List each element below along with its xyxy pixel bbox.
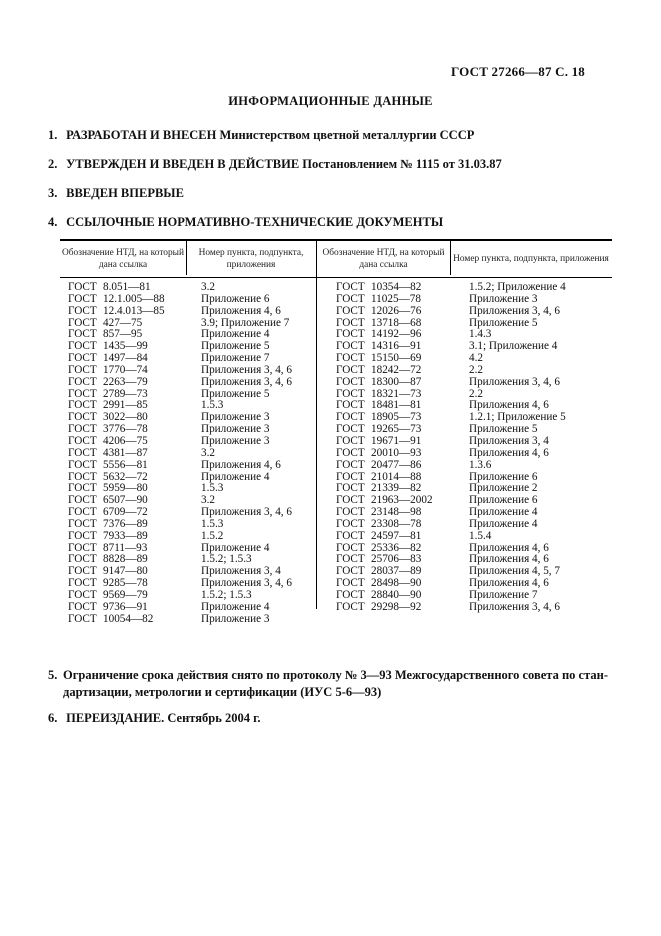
reference-clause: Приложение 4: [201, 328, 270, 341]
reference-clause: Приложение 3: [201, 612, 270, 625]
reference-clause: Приложение 3: [201, 423, 270, 436]
reference-clause: 1.5.3: [201, 399, 224, 412]
reference-clause: 4.2: [469, 352, 483, 365]
reference-clause: 1.4.3: [469, 328, 492, 341]
reference-clause: Приложение 7: [201, 352, 270, 365]
gost-prefix: ГОСТ: [336, 458, 365, 471]
reference-clause: 1.2.1; Приложение 5: [469, 411, 566, 424]
reference-clause: Приложение 6: [469, 470, 538, 483]
reference-clause: 3.2: [201, 446, 215, 459]
reference-clause: Приложения 4, 6: [469, 577, 549, 590]
doc-number: 29298—92: [371, 600, 422, 613]
gost-prefix: ГОСТ: [68, 553, 97, 566]
reference-clause: 1.5.2; 1.5.3: [201, 588, 252, 601]
gost-prefix: ГОСТ: [68, 363, 97, 376]
gost-prefix: ГОСТ: [68, 411, 97, 424]
gost-prefix: ГОСТ: [336, 434, 365, 447]
reference-clause: Приложение 5: [201, 387, 270, 400]
reference-clause: 2.2: [469, 387, 483, 400]
gost-prefix: ГОСТ: [336, 411, 365, 424]
gost-prefix: ГОСТ: [68, 517, 97, 530]
document-header: ГОСТ 27266—87 С. 18: [451, 64, 585, 79]
gost-prefix: ГОСТ: [336, 446, 365, 459]
doc-number: 6507—90: [103, 494, 148, 507]
gost-prefix: ГОСТ: [68, 340, 97, 353]
gost-prefix: ГОСТ: [68, 292, 97, 305]
header-cell-ref-right: Номер пункта, подпункта, приложения: [453, 254, 609, 264]
gost-prefix: ГОСТ: [336, 328, 365, 341]
doc-number: 21963—2002: [371, 494, 433, 507]
gost-prefix: ГОСТ: [68, 577, 97, 590]
reference-clause: Приложения 3, 4, 6: [201, 363, 292, 376]
column-divider-center: [316, 241, 317, 609]
reference-clause: Приложения 3, 4, 6: [201, 375, 292, 388]
item-number: 6.: [48, 711, 58, 725]
doc-number: 857—95: [103, 328, 143, 341]
doc-number: 9569—79: [103, 588, 148, 601]
item-text: ВВЕДЕН ВПЕРВЫЕ: [66, 186, 184, 200]
gost-prefix: ГОСТ: [336, 588, 365, 601]
gost-prefix: ГОСТ: [68, 506, 97, 519]
gost-prefix: ГОСТ: [68, 352, 97, 365]
reference-clause: Приложение 4: [469, 517, 538, 530]
reference-clause: 3.9; Приложение 7: [201, 316, 290, 329]
doc-number: 3776—78: [103, 423, 148, 436]
doc-number: 9285—78: [103, 577, 148, 590]
gost-prefix: ГОСТ: [336, 375, 365, 388]
reference-clause: Приложение 6: [469, 494, 538, 507]
item-number: 4.: [48, 215, 58, 229]
gost-prefix: ГОСТ: [68, 446, 97, 459]
gost-prefix: ГОСТ: [68, 387, 97, 400]
reference-clause: Приложения 4, 6: [469, 553, 549, 566]
gost-prefix: ГОСТ: [68, 281, 97, 293]
column-divider: [186, 241, 187, 275]
reference-clause: Приложение 4: [201, 470, 270, 483]
item-number: 2.: [48, 157, 58, 171]
reference-clause: Приложения 3, 4, 6: [469, 375, 560, 388]
reference-clause: 1.5.3: [201, 517, 224, 530]
reference-clause: Приложение 3: [469, 292, 538, 305]
reference-clause: 3.2: [201, 494, 215, 507]
reference-clause: Приложения 3, 4: [469, 434, 549, 447]
item-2: [48, 157, 502, 172]
reference-clause: 1.5.3: [201, 482, 224, 495]
reference-clause: Приложение 5: [469, 423, 538, 436]
doc-number: 14316—91: [371, 340, 422, 353]
reference-clause: 1.5.2; 1.5.3: [201, 553, 252, 566]
reference-clause: Приложения 4, 6: [201, 304, 281, 317]
table-header: [60, 239, 612, 278]
doc-number: 1770—74: [103, 363, 148, 376]
item-6: [48, 711, 261, 726]
doc-number: 5632—72: [103, 470, 148, 483]
doc-number: 7376—89: [103, 517, 148, 530]
gost-prefix: ГОСТ: [336, 541, 365, 554]
gost-prefix: ГОСТ: [336, 470, 365, 483]
gost-prefix: ГОСТ: [68, 328, 97, 341]
reference-clause: Приложение 2: [469, 482, 538, 495]
doc-number: 13718—68: [371, 316, 422, 329]
doc-number: 12.1.005—88: [103, 292, 165, 305]
gost-prefix: ГОСТ: [68, 423, 97, 436]
item-3: [48, 186, 184, 201]
doc-number: 24597—81: [371, 529, 422, 542]
gost-prefix: ГОСТ: [336, 352, 365, 365]
doc-number: 10054—82: [103, 612, 154, 625]
item-text: УТВЕРЖДЕН И ВВЕДЕН В ДЕЙСТВИЕ Постановлением № 1115 от 31.03.87: [66, 157, 502, 171]
reference-clause: Приложения 4, 6: [469, 541, 549, 554]
doc-number: 10354—82: [371, 281, 422, 293]
gost-prefix: ГОСТ: [336, 494, 365, 507]
gost-prefix: ГОСТ: [68, 600, 97, 613]
doc-number: 2263—79: [103, 375, 148, 388]
item-text: ССЫЛОЧНЫЕ НОРМАТИВНО-ТЕХНИЧЕСКИЕ ДОКУМЕНТЫ: [66, 215, 444, 229]
doc-number: 7933—89: [103, 529, 148, 542]
gost-prefix: ГОСТ: [336, 399, 365, 412]
doc-number: 18321—73: [371, 387, 422, 400]
reference-clause: 3.1; Приложение 4: [469, 340, 558, 353]
doc-number: 25336—82: [371, 541, 422, 554]
gost-prefix: ГОСТ: [336, 529, 365, 542]
reference-clause: Приложения 4, 5, 7: [469, 565, 560, 578]
gost-prefix: ГОСТ: [336, 600, 365, 613]
reference-clause: 3.2: [201, 281, 215, 293]
gost-prefix: ГОСТ: [336, 482, 365, 495]
doc-number: 23148—98: [371, 506, 422, 519]
doc-number: 6709—72: [103, 506, 148, 519]
gost-prefix: ГОСТ: [68, 434, 97, 447]
gost-prefix: ГОСТ: [336, 506, 365, 519]
doc-number: 4381—87: [103, 446, 148, 459]
item-number: 5.: [48, 668, 58, 682]
doc-number: 11025—78: [371, 292, 421, 305]
doc-number: 23308—78: [371, 517, 422, 530]
doc-number: 28037—89: [371, 565, 422, 578]
reference-clause: Приложения 3, 4, 6: [201, 506, 292, 519]
doc-number: 14192—96: [371, 328, 422, 341]
gost-prefix: ГОСТ: [336, 577, 365, 590]
doc-number: 5959—80: [103, 482, 148, 495]
reference-clause: Приложение 3: [201, 434, 270, 447]
doc-designation: [68, 614, 153, 626]
doc-number: 18242—72: [371, 363, 422, 376]
gost-prefix: ГОСТ: [336, 517, 365, 530]
doc-number: 1497—84: [103, 352, 148, 365]
gost-prefix: ГОСТ: [68, 304, 97, 317]
gost-prefix: ГОСТ: [68, 494, 97, 507]
header-cell-doc-left: Обозначение НТД, на который дана ссылка: [62, 248, 184, 270]
gost-prefix: ГОСТ: [336, 387, 365, 400]
gost-prefix: ГОСТ: [336, 316, 365, 329]
reference-clause: Приложение 7: [469, 588, 538, 601]
gost-prefix: ГОСТ: [336, 553, 365, 566]
doc-number: 20477—86: [371, 458, 422, 471]
header-cell-ref-left: Номер пункта, подпункта, приложения: [198, 248, 304, 270]
gost-prefix: ГОСТ: [336, 304, 365, 317]
doc-number: 8.051—81: [103, 281, 151, 293]
gost-prefix: ГОСТ: [68, 482, 97, 495]
column-divider: [450, 241, 451, 275]
doc-number: 4206—75: [103, 434, 148, 447]
item-text-continued: дартизации, метрологии и сертификации (ИУС 5-6—93): [63, 685, 382, 699]
gost-prefix: ГОСТ: [336, 292, 365, 305]
doc-number: 12026—76: [371, 304, 422, 317]
gost-prefix: ГОСТ: [68, 612, 97, 625]
reference-clause: Приложение 4: [469, 506, 538, 519]
reference-clause: Приложение 5: [469, 316, 538, 329]
doc-number: 9147—80: [103, 565, 148, 578]
gost-prefix: ГОСТ: [68, 316, 97, 329]
reference-clause: Приложение 6: [201, 292, 270, 305]
gost-prefix: ГОСТ: [336, 363, 365, 376]
doc-number: 18905—73: [371, 411, 422, 424]
doc-number: 18481—81: [371, 399, 422, 412]
doc-number: 25706—83: [371, 553, 422, 566]
reference-clause: 2.2: [469, 363, 483, 376]
doc-number: 2789—73: [103, 387, 148, 400]
doc-number: 20010—93: [371, 446, 422, 459]
reference-clause: Приложение 5: [201, 340, 270, 353]
doc-number: 427—75: [103, 316, 143, 329]
reference-clause: Приложения 3, 4, 6: [201, 577, 292, 590]
reference-clause: 1.5.2; Приложение 4: [469, 281, 566, 293]
doc-number: 3022—80: [103, 411, 148, 424]
doc-number: 15150—69: [371, 352, 422, 365]
item-1: [48, 128, 474, 143]
header-cell-doc-right: Обозначение НТД, на который дана ссылка: [322, 248, 445, 270]
doc-number: 12.4.013—85: [103, 304, 165, 317]
doc-number: 19265—73: [371, 423, 422, 436]
doc-number: 2991—85: [103, 399, 148, 412]
doc-number: 5556—81: [103, 458, 148, 471]
doc-number: 19671—91: [371, 434, 422, 447]
doc-designation: [336, 602, 421, 614]
item-number: 3.: [48, 186, 58, 200]
gost-prefix: ГОСТ: [68, 399, 97, 412]
gost-prefix: ГОСТ: [336, 281, 365, 293]
doc-number: 28498—90: [371, 577, 422, 590]
reference-clause: Приложения 4, 6: [201, 458, 281, 471]
gost-prefix: ГОСТ: [68, 375, 97, 388]
item-text: ПЕРЕИЗДАНИЕ. Сентябрь 2004 г.: [66, 711, 261, 725]
reference-clause: Приложение 3: [201, 411, 270, 424]
item-4: [48, 215, 443, 230]
gost-prefix: ГОСТ: [68, 565, 97, 578]
item-text: РАЗРАБОТАН И ВНЕСЕН Министерством цветной металлургии СССР: [66, 128, 475, 142]
doc-number: 9736—91: [103, 600, 148, 613]
item-5: [48, 667, 608, 701]
doc-number: 21014—88: [371, 470, 422, 483]
reference-clause: 1.3.6: [469, 458, 492, 471]
section-title: ИНФОРМАЦИОННЫЕ ДАННЫЕ: [228, 94, 433, 108]
gost-prefix: ГОСТ: [336, 423, 365, 436]
doc-number: 8711—93: [103, 541, 148, 554]
item-number: 1.: [48, 128, 58, 142]
reference-clause: 1.5.2: [201, 529, 224, 542]
reference-clause: 1.5.4: [469, 529, 492, 542]
doc-number: 18300—87: [371, 375, 422, 388]
reference-clause: Приложения 3, 4, 6: [469, 304, 560, 317]
reference-clause: Приложения 3, 4, 6: [469, 600, 560, 613]
reference-clause: Приложение 4: [201, 600, 270, 613]
doc-number: 21339—82: [371, 482, 422, 495]
reference-clause: Приложения 3, 4: [201, 565, 281, 578]
doc-number: 1435—99: [103, 340, 148, 353]
gost-prefix: ГОСТ: [336, 565, 365, 578]
doc-number: 28840—90: [371, 588, 422, 601]
gost-prefix: ГОСТ: [68, 529, 97, 542]
doc-number: 8828—89: [103, 553, 148, 566]
gost-prefix: ГОСТ: [68, 588, 97, 601]
gost-prefix: ГОСТ: [336, 340, 365, 353]
item-text: Ограничение срока действия снято по протоколу № 3—93 Межгосударственного совета по стан-: [63, 668, 608, 682]
reference-clause: Приложения 4, 6: [469, 446, 549, 459]
reference-clause: Приложения 4, 6: [469, 399, 549, 412]
gost-prefix: ГОСТ: [68, 458, 97, 471]
gost-prefix: ГОСТ: [68, 470, 97, 483]
reference-clause: Приложение 4: [201, 541, 270, 554]
gost-prefix: ГОСТ: [68, 541, 97, 554]
